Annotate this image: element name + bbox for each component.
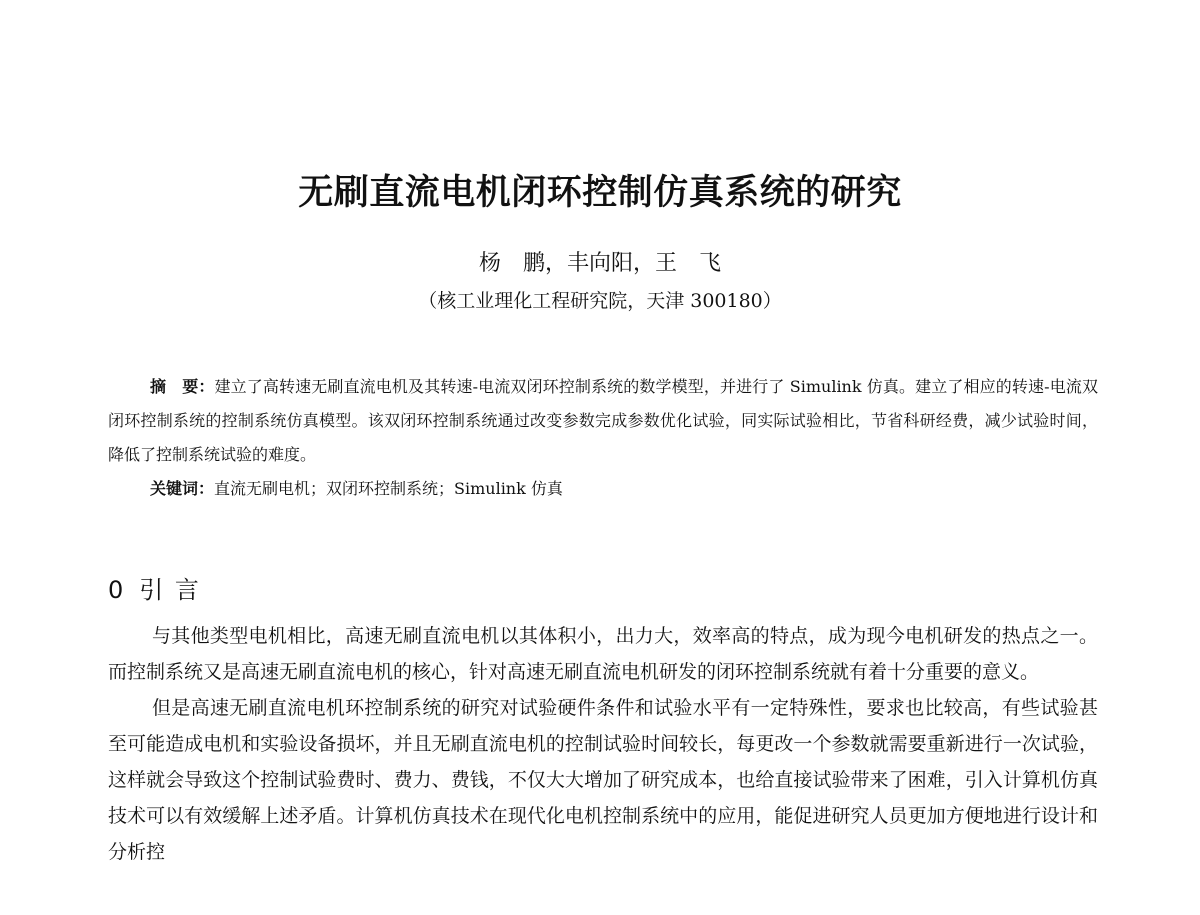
author-list: 杨 鹏，丰向阳，王 飞	[478, 251, 721, 276]
body-paragraph: 但是高速无刷直流电机环控制系统的研究对试验硬件条件和试验水平有一定特殊性，要求也比较高，有些试验甚至可能造成电机和实验设备损坏，并且无刷直流电机的控制试验时间较长，每更改一个参数就需要重新进行一次试验，这样就会导致这个控制试验费时、费力、费钱，不仅大大增加了研究成本，也给直接试验带来了困难，引入计算机仿真技术可以有效缓解上述矛盾。计算机仿真技术在现代化电机控制系统中的应用，能促进研究人员更加方便地进行设计和分析控	[108, 697, 1098, 863]
author-affiliation: （核工业理化工程研究院，天津 300180）	[418, 290, 782, 312]
keywords-text: 直流无刷电机；双闭环控制系统；Simulink 仿真	[214, 479, 563, 498]
keywords-label: 关键词：	[150, 479, 215, 498]
section-title: 引 言	[139, 576, 201, 604]
body-text	[108, 618, 1098, 870]
paper-title: 无刷直流电机闭环控制仿真系统的研究	[298, 173, 902, 213]
body-paragraph: 与其他类型电机相比，高速无刷直流电机以其体积小，出力大，效率高的特点，成为现今电机研发的热点之一。而控制系统又是高速无刷直流电机的核心，针对高速无刷直流电机研发的闭环控制系统就有着十分重要的意义。	[108, 625, 1098, 683]
abstract-label: 摘 要：	[150, 377, 215, 396]
abstract-block	[108, 370, 1098, 506]
abstract-paragraph	[108, 370, 1098, 472]
section-heading	[108, 570, 201, 610]
abstract-text: 建立了高转速无刷直流电机及其转速-电流双闭环控制系统的数学模型，并进行了 Simulink 仿真。建立了相应的转速-电流双闭环控制系统的控制系统仿真模型。该双闭环控制系统通过改变参数完成参数优化试验，同实际试验相比，节省科研经费，减少试验时间，降低了控制系统试验的难度。	[108, 377, 1098, 464]
section-number: 0	[108, 576, 126, 604]
keywords-paragraph	[108, 472, 1098, 506]
